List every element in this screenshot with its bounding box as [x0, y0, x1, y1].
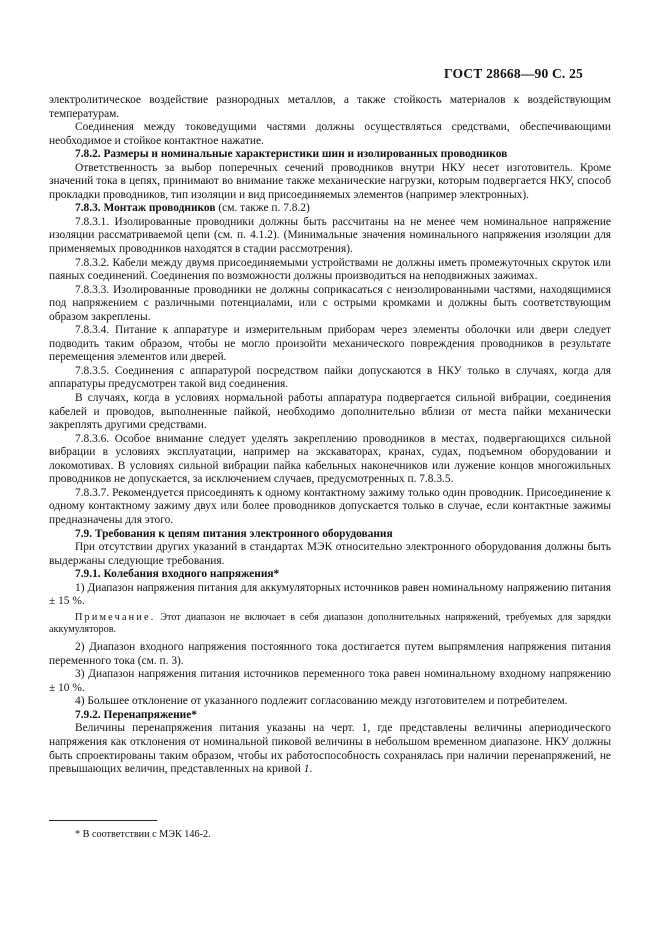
list-item-4: 4) Большее отклонение от указанного подлежит согласованию между изготовителем и потребителем.	[75, 695, 568, 708]
section-heading-7-9-1: 7.9.1. Колебания входного напряжения*	[75, 568, 280, 581]
paragraph: При отсутствии других указаний в стандартах МЭК относительно электронного оборудования должны быть выдержаны следующие требования.	[49, 541, 611, 567]
document-body	[49, 94, 611, 777]
footnote: * В соответствии с МЭК 146-2.	[75, 829, 211, 840]
paragraph: электролитическое воздействие разнородных металлов, а также стойкость материалов к воздействующим температурам.	[49, 94, 611, 120]
paragraph-7-8-3-6: 7.8.3.6. Особое внимание следует уделять закреплению проводников в местах, подвергающихся сильной вибрации в условиях эксплуатации, например на экскаваторах, кранах, судах, подъемном оборудовании и локомотивах. В условиях сильной вибрации пайка кабельных наконечников или лужение концов многожильных проводников не допускается, за исключением случаев, предусмотренных п. 7.8.3.5.	[49, 432, 611, 486]
section-heading-7-8-3	[49, 202, 611, 216]
heading-plain-part: (см. также п. 7.8.2)	[215, 202, 310, 215]
note-text: Этот диапазон не включает в себя диапазон дополнительных напряжений, требуемых для зарядки аккумуляторов.	[49, 611, 611, 635]
list-item-3: 3) Диапазон напряжения питания источников переменного тока равен номинальному входному напряжению ± 10 %.	[49, 668, 611, 694]
paragraph-end: .	[309, 763, 313, 776]
section-heading-7-9-2: 7.9.2. Перенапряжение*	[75, 708, 197, 721]
paragraph-7-8-3-4: 7.8.3.4. Питание к аппаратуре и измерительным приборам через элементы оболочки или двери следует подводить таким образом, чтобы не могло произойти механического повреждения проводников в результате перемещения элементов или дверей.	[49, 324, 611, 364]
paragraph	[49, 722, 611, 776]
paragraph-7-8-3-3: 7.8.3.3. Изолированные проводники не должны соприкасаться с неизолированными частями, находящимися под напряжением с различными потенциалами, или с острыми кромками и должны быть соответствующим образом закреплены.	[49, 283, 611, 323]
running-head: ГОСТ 28668—90 С. 25	[444, 66, 583, 81]
list-item-2: 2) Диапазон входного напряжения постоянного тока достигается путем выпрямления напряжения питания переменного тока (см. п. 3).	[49, 641, 611, 667]
paragraph-7-8-3-1: 7.8.3.1. Изолированные проводники должны быть рассчитаны на не менее чем номинальное напряжение изоляции рассматриваемой цепи (см. п. 4.1.2). (Минимальные значения номинального напряжения изоляции для применяемых проводников находятся в стадии рассмотрения).	[49, 215, 611, 256]
section-heading-7-8-2: 7.8.2. Размеры и номинальные характеристики шин и изолированных проводников	[75, 148, 508, 161]
paragraph-7-8-3-2: 7.8.3.2. Кабели между двумя присоединяемыми устройствами не должны иметь промежуточных скруток или паяных соединений. Соединения по возможности должны производиться на неподвижных зажимах.	[49, 256, 611, 283]
section-heading-7-9: 7.9. Требования к цепям питания электронного оборудования	[75, 527, 393, 540]
paragraph-text: Величины перенапряжения питания указаны на черт. 1, где представлены величины апериодического напряжения как отклонения от номинальной пиковой величины в небольшом временном диапазоне. НКУ должны быть спроектированы таким образом, чтобы их работоспособность сохранялась при наличии перенапряжений, не превышающих величин, представленных на кривой	[49, 722, 611, 776]
note	[49, 612, 611, 636]
list-item-1: 1) Диапазон напряжения питания для аккумуляторных источников равен номинальному напряжению питания ± 15 %.	[49, 581, 611, 608]
heading-bold-part: 7.8.3. Монтаж проводников	[75, 202, 216, 215]
paragraph-7-8-3-5: 7.8.3.5. Соединения с аппаратурой посредством пайки допускаются в НКУ только в случаях, когда для аппаратуры предусмотрен такой вид соединения.	[49, 364, 611, 391]
paragraph: Ответственность за выбор поперечных сечений проводников внутри НКУ несет изготовитель. Кроме значений тока в цепях, принимают во внимание также механические нагрузки, которым подвергается НКУ, способ прокладки проводников, тип изоляции и вид присоединяемых элементов (например электронных).	[49, 161, 611, 201]
footnote-divider	[49, 820, 157, 821]
curve-number: 1	[303, 763, 310, 776]
note-label: Примечание.	[75, 611, 156, 623]
paragraph: Соединения между токоведущими частями должны осуществляться средствами, обеспечивающими необходимое и стойкое контактное нажатие.	[49, 121, 611, 147]
paragraph-7-8-3-7: 7.8.3.7. Рекомендуется присоединять к одному контактному зажиму только один проводник. Присоединение к одному контактному зажиму двух или более проводников допускается только в случае, если контактные зажимы предназначены для этого.	[49, 486, 611, 526]
paragraph: В случаях, когда в условиях нормальной работы аппаратура подвергается сильной вибрации, соединения кабелей и проводов, выполненные пайкой, необходимо дополнительно вблизи от места пайки механически закреплять другими средствами.	[49, 392, 611, 432]
